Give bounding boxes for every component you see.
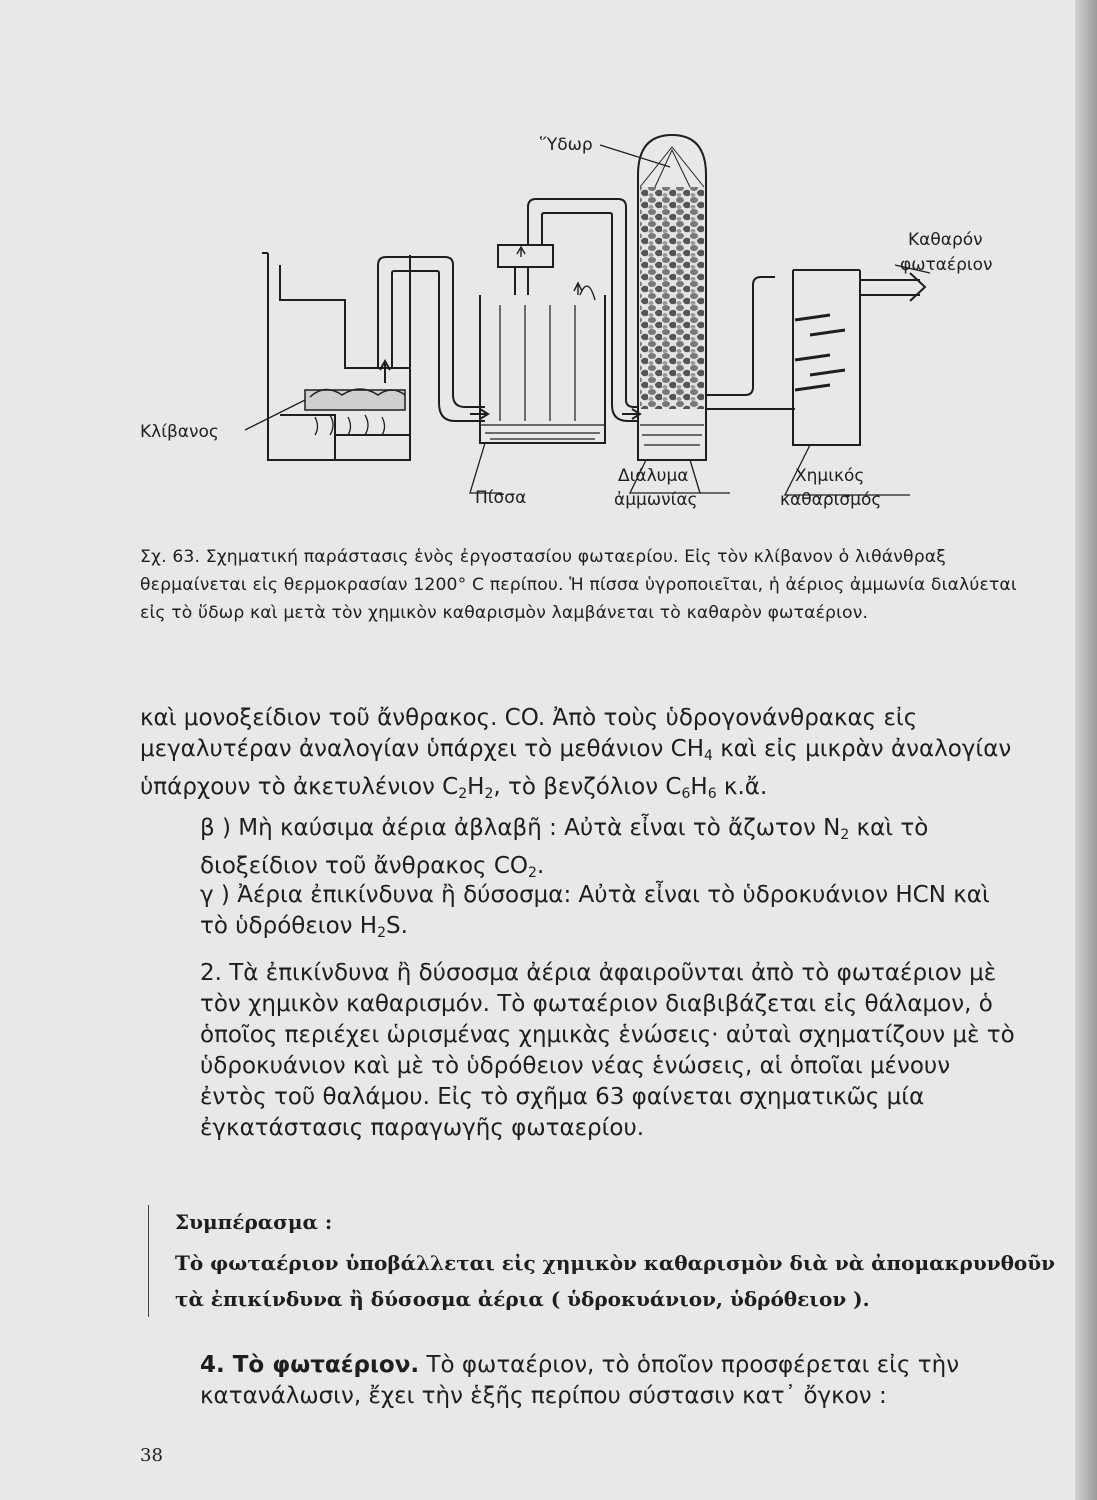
text-run: β ) Μὴ καύσιμα ἀέρια ἀβλαβῆ : Αὐτὰ εἶναι τὸ ἄζωτον N (200, 815, 841, 841)
chemical-purifier (785, 265, 930, 495)
label-ammonia-2: ἀμμωνίας (614, 490, 698, 510)
conclusion-text: Τὸ φωταέριον ὑποβάλλεται εἰς χημικὸν καθαρισμὸν διὰ νὰ ἀπομακρυνθοῦν τὰ ἐπικίνδυνα ἢ δύσοσμα ἀέρια ( ὑδροκυάνιον, ὑδρόθειον ). (175, 1251, 1055, 1311)
label-tar: Πίσσα (475, 488, 527, 508)
label-ammonia-1: Διάλυμα (618, 466, 689, 486)
text-run: καὶ τὸ διοξείδιον τοῦ ἄνθρακος CO (200, 815, 929, 879)
page-edge (1075, 0, 1097, 1500)
section-4-text: Τὸ φωταέριον, τὸ ὁποῖον προσφέρεται εἰς τὴν κατανάλωσιν, ἔχει τὴν ἑξῆς περίπου σύστασιν κατ᾽ ὄγκον : (200, 1352, 960, 1409)
text-run: κ.ἄ. (716, 774, 768, 800)
section-4-title: 4. Τὸ φωταέριον. (200, 1352, 420, 1378)
text-run: H (690, 774, 708, 800)
page-number: 38 (140, 1445, 163, 1466)
section-4 (140, 1350, 1020, 1412)
label-furnace: Κλίβανος (140, 422, 219, 442)
text-run: . (536, 853, 545, 879)
label-chem-1: Χημικός (795, 466, 865, 486)
tar-tank (470, 245, 605, 493)
label-clean-gas-1: Καθαρόν (908, 230, 983, 250)
pipe-tar-to-scrubber (528, 199, 640, 421)
text-run: καὶ μονοξείδιον τοῦ ἄνθρακος. CO. Ἀπὸ τοὺς ὑδρογονάνθρακας εἰς μεγαλυτέραν ἀναλογίαν ὑπάρχει τὸ μεθάνιον CH (140, 705, 918, 762)
subscript: 2 (484, 786, 494, 802)
paragraph-hydrocarbons (140, 703, 1020, 810)
paragraph-removal: 2. Τὰ ἐπικίνδυνα ἢ δύσοσμα ἀέρια ἀφαιροῦνται ἀπὸ τὸ φωταέριον μὲ τὸν χημικὸν καθαρισμόν. Τὸ φωταέριον διαβιβάζεται εἰς θάλαμον, ὁ ὁποῖος περιέχει ὡρισμένας χημικὰς ἑνώσεις· αὐταὶ σχηματίζουν μὲ τὸ ὑδροκυάνιον καὶ μὲ τὸ ὑδρόθειον νέας ἑνώσεις, αἱ ὁποῖαι μένουν ἐντὸς τοῦ θαλάμου. Εἰς τὸ σχῆμα 63 φαίνεται σχηματικῶς μία ἐγκατάστασις παραγωγῆς φωταερίου. (200, 960, 1015, 1141)
text-run: H (467, 774, 485, 800)
conclusion-box (148, 1205, 1055, 1317)
pipe-scrubber-to-purifier (706, 277, 795, 409)
subscript: 2 (840, 827, 850, 843)
label-water: Ὕδωρ (540, 135, 593, 155)
scrubber-tower (600, 135, 730, 493)
text-run: , τὸ βενζόλιον C (493, 774, 682, 800)
subscript: 6 (681, 786, 691, 802)
label-clean-gas-2: φωταέριον (900, 255, 993, 275)
subscript: 2 (528, 865, 537, 881)
gas-plant-diagram (130, 125, 1030, 535)
subscript: 6 (707, 786, 717, 802)
paragraph-gamma (140, 880, 1020, 949)
subscript: 4 (704, 748, 713, 764)
figure-caption: Σχ. 63. Σχηματική παράστασις ἑνὸς ἐργοστασίου φωταερίου. Εἰς τὸν κλίβανον ὁ λιθάνθραξ θερμαίνεται εἰς θερμοκρασίαν 1200° C περίπου. Ἡ πίσσα ὑγροποιεῖται, ἡ ἀέριος ἀμμωνία διαλύεται εἰς τὸ ὕδωρ καὶ μετὰ τὸν χημικὸν καθαρισμὸν λαμβάνεται τὸ καθαρὸν φωταέριον. (140, 547, 1017, 623)
text-run: S. (386, 913, 408, 939)
text-run: καὶ εἰς μικρὰν ἀναλογίαν ὑπάρχουν τὸ ἀκετυλένιον C (140, 736, 1012, 800)
paragraph-beta (140, 813, 1020, 889)
furnace (245, 253, 410, 460)
conclusion-heading: Συμπέρασμα : (175, 1210, 333, 1234)
label-chem-2: καθαρισμός (780, 490, 882, 510)
diagram-svg (130, 125, 1030, 535)
subscript: 2 (377, 925, 387, 941)
subscript: 2 (458, 786, 468, 802)
text-run: γ ) Ἀέρια ἐπικίνδυνα ἢ δύσοσμα: Αὐτὰ εἶναι τὸ ὑδροκυάνιον HCN καὶ τὸ ὑδρόθειον H (200, 882, 990, 939)
